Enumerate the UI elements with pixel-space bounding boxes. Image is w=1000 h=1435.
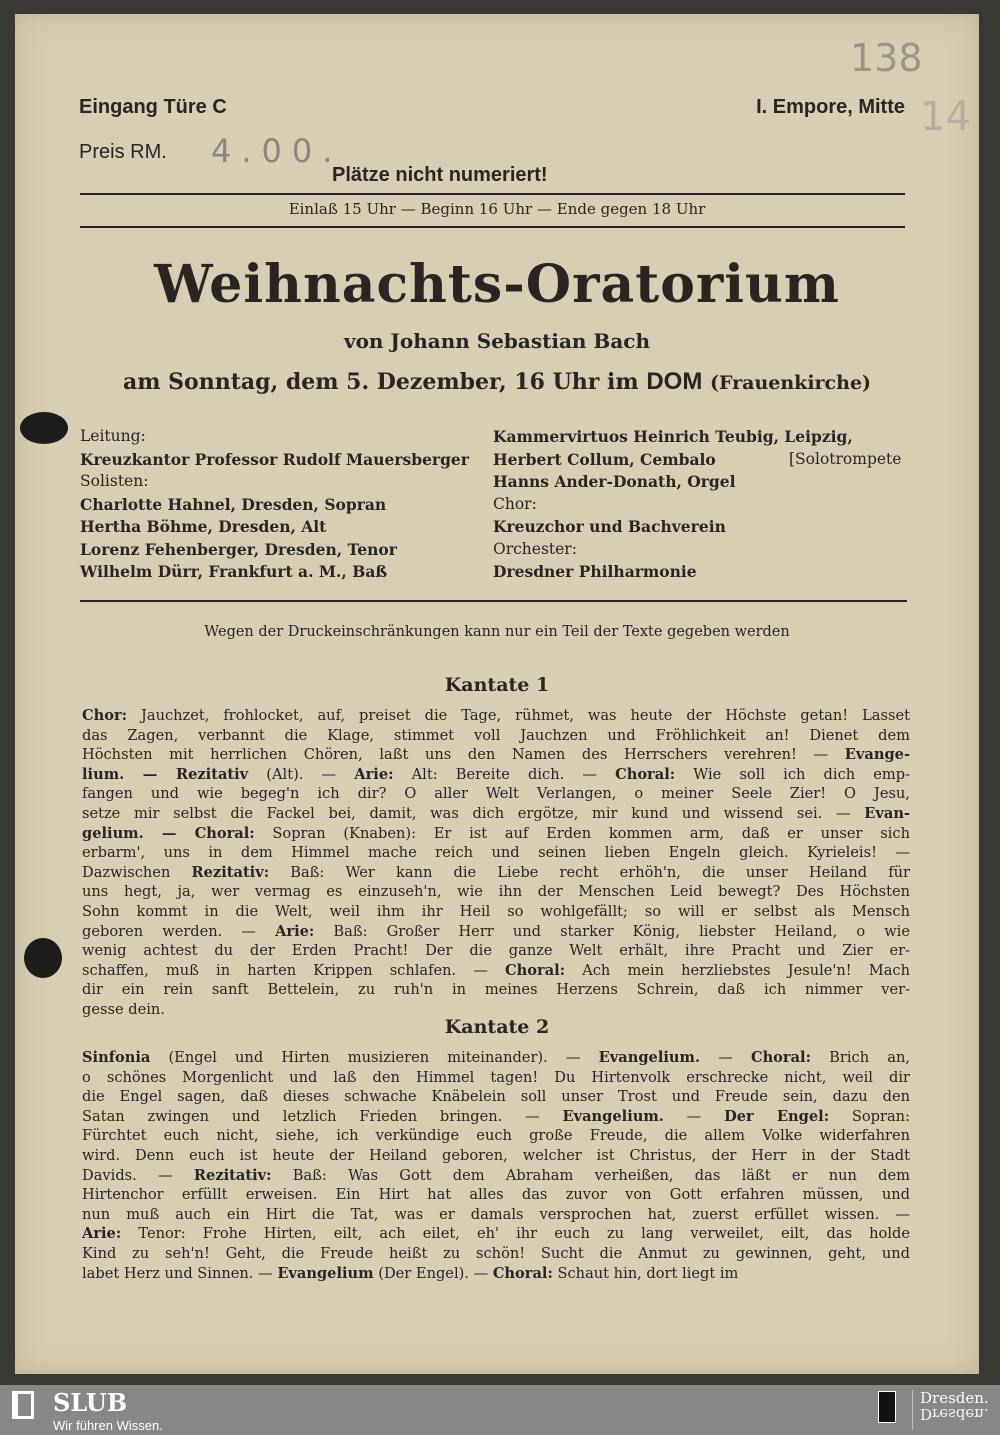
text-line (82, 824, 910, 844)
section-label: Evan- (864, 804, 910, 822)
text-line (82, 922, 910, 942)
section-label: Arie: (275, 922, 315, 940)
text-line (82, 863, 910, 883)
seating-notice: Plätze nicht numeriert! (332, 164, 548, 186)
text-line (82, 804, 910, 824)
lyric-text: Alt: Bereite dich. — (393, 765, 616, 783)
section-label: Choral: (505, 961, 566, 979)
date: am Sonntag, dem 5. Dezember, 16 Uhr im (122, 369, 639, 395)
section-label: Choral: (615, 765, 676, 783)
performer-line: Wilhelm Dürr, Frankfurt a. M., Baß (80, 562, 388, 581)
text-line (82, 745, 910, 765)
text-line (82, 1205, 910, 1225)
tagline: Wir führen Wissen. (53, 1418, 163, 1433)
brand[interactable]: SLUB (53, 1388, 128, 1417)
price-value: 4.00. (211, 132, 343, 170)
divider (80, 226, 905, 228)
performer-line: Chor: (493, 494, 537, 513)
performer-line: Dresdner Philharmonie (493, 562, 697, 581)
lyric-text: wenig achtest du der Erden Pracht! Der die ganze Welt erhält, ihre Pracht und Zier er- (82, 942, 910, 960)
lyric-text: (Der Engel). — (373, 1264, 493, 1282)
performer-line: Orchester: (493, 539, 577, 558)
text-line (82, 1264, 910, 1284)
performer-line: Hertha Böhme, Dresden, Alt (80, 517, 327, 536)
punch-hole (24, 938, 62, 978)
lyric-text: o schönes Morgenlicht und laß den Himmel tagen! Du Hirtenvolk erschrecke nicht, weil dir (82, 1068, 910, 1086)
kantate-1-heading: Kantate 1 (444, 674, 550, 696)
footer-bar (0, 1385, 1000, 1435)
text-line (82, 1126, 910, 1146)
section-label: Evangelium. (562, 1107, 664, 1125)
kantate-2-heading: Kantate 2 (444, 1016, 550, 1038)
section-label: Rezitativ: (193, 1166, 272, 1184)
lyric-text: wird. Denn euch ist heute der Heiland geboren, welcher ist Christus, der Herr in der Stadt (82, 1146, 910, 1164)
title: Weihnachts-Oratorium (154, 254, 840, 315)
lyric-text: Kind zu seh'n! Geht, die Freude heißt zu schön! Sucht die Anmut zu gewinnen, geht, und (82, 1244, 910, 1262)
entrance-label: Eingang Türe C (79, 96, 227, 118)
performer-line: Hanns Ander-Donath, Orgel (493, 472, 736, 491)
document-page (15, 14, 979, 1374)
lyric-text: (Engel und Hirten musizieren miteinander). — (150, 1049, 599, 1066)
performers-left (80, 427, 469, 585)
divider (80, 600, 907, 602)
dresden-logo-mirror: Dresden. (920, 1405, 989, 1423)
lyric-text: die Engel sagen, daß dieses schwache Knäbelein soll unser Trost und Freude sein, dazu den (82, 1088, 910, 1106)
text-line (82, 941, 910, 961)
section-label: gelium. — Choral: (82, 824, 255, 842)
seat-label: I. Empore, Mitte (756, 96, 905, 118)
section-label: Chor: (82, 707, 128, 724)
venue: DOM (646, 368, 703, 395)
lyric-text: Wie soll ich dich emp- (675, 765, 910, 783)
performer-line: Herbert Collum, Cembalo (493, 449, 716, 469)
text-line (82, 1146, 910, 1166)
lyric-text: das Zagen, verbannt die Klage, stimmet voll Jauchzen und Fröhlichkeit an! Dienet dem (82, 726, 910, 744)
section-label: Arie: (354, 765, 394, 783)
performer-line: Kreuzkantor Professor Rudolf Mauersberger (80, 449, 469, 469)
lyric-text: Sopran: (829, 1107, 910, 1125)
lyric-text: Schaut hin, dort liegt im (552, 1264, 739, 1282)
text-line (82, 1087, 910, 1107)
lyric-text: nun muß auch ein Hirt die Tat, was er damals versprochen hat, zuerst erfüllet wissen. — (82, 1205, 910, 1223)
lyric-text: Hirtenchor erfüllt erweisen. Ein Hirt hat alles das zuvor von Gott erfahren müssen, und (82, 1186, 910, 1204)
lyric-text: Sohn kommt in die Welt, weil ihm ihr Heil so wohlgefällt; so will er selbst als Mensch (82, 902, 910, 920)
dresden-coat-of-arms-icon (878, 1391, 896, 1423)
lyric-text: geboren werden. — (82, 922, 276, 940)
performer-line: Kammervirtuos Heinrich Teubig, Leipzig, (493, 427, 853, 446)
section-label: Evange- (844, 746, 910, 764)
print-restriction-note: Wegen der Druckeinschränkungen kann nur ein Teil der Texte gegeben werden (204, 624, 790, 640)
lyric-text: — (700, 1049, 751, 1066)
text-line (82, 961, 910, 981)
text-line (82, 980, 910, 1000)
lyric-text: gesse dein. (82, 1000, 165, 1018)
lyric-text: erbarm', uns in dem Himmel mache reich und seinen lieben Engeln gleich. Kyrieleis! — (82, 844, 910, 862)
lyric-text: setze mir selbst die Fackel bei, damit, was dich ergötze, mir kund und wissend sei. — (82, 804, 865, 822)
performer-line: Lorenz Fehenberger, Dresden, Tenor (80, 539, 397, 559)
text-line (82, 1068, 910, 1088)
section-label: Sinfonia (82, 1049, 151, 1066)
composer: von Johann Sebastian Bach (343, 329, 651, 353)
archive-number: 138 (850, 36, 923, 80)
dresden-logo: Dresden. (920, 1389, 989, 1407)
date-venue (15, 368, 979, 396)
times-line: Einlaß 15 Uhr — Beginn 16 Uhr — Ende gegen 18 Uhr (288, 200, 706, 218)
performer-line: Solisten: (80, 472, 149, 490)
lyric-text: Baß: Wer kann die Liebe recht erhöh'n, die unser Heiland für (269, 863, 910, 881)
text-line (82, 1224, 910, 1244)
section-label: Rezitativ: (191, 863, 270, 881)
venue-note: (Frauenkirche) (709, 372, 872, 394)
text-line (82, 1185, 910, 1205)
text-line (82, 1244, 910, 1264)
text-line (82, 1166, 910, 1186)
performer-note: [Solotrompete (789, 450, 902, 468)
lyric-text: Fürchtet euch nicht, siehe, ich verkündige euch große Freude, die allem Volke widerfahren (82, 1127, 910, 1145)
lyric-text: Höchsten mit herrlichen Chören, laßt uns den Namen des Herrschers verehren! — (82, 746, 845, 764)
slub-logo-icon (12, 1391, 34, 1419)
section-label: lium. — Rezitativ (82, 765, 249, 783)
section-label: Evangelium. (598, 1049, 701, 1066)
lyric-text: dir ein rein sanft Bettelein, zu ruh'n in meines Herzens Schrein, daß ich nimmer ver- (82, 981, 910, 999)
lyric-text: (Alt). — (248, 765, 355, 783)
punch-hole (20, 412, 68, 444)
lyric-text: fangen und wie begeg'n ich dir? O aller Welt Verlangen, o meiner Seele Zier! O Jesu, (82, 785, 910, 803)
lyric-text: Baß: Großer Herr und starker König, liebster Heiland, o wie (314, 922, 910, 940)
lyric-text: uns hegt, ja, wer vermag es einzuseh'n, wie ihn der Menschen Leid bewegt? Des Höchsten (82, 883, 910, 901)
lyric-text: labet Herz und Sinnen. — (82, 1264, 278, 1282)
text-line (82, 784, 910, 804)
lyric-text: schaffen, muß in harten Krippen schlafen. — (82, 961, 506, 979)
section-label: Choral: (492, 1264, 553, 1282)
performer-line: Kreuzchor und Bachverein (493, 517, 726, 536)
lyric-text: Baß: Was Gott dem Abraham verheißen, das läßt er nun dem (271, 1166, 910, 1184)
section-label: Choral: (750, 1049, 811, 1066)
lyric-text: Dazwischen (82, 863, 192, 881)
divider (912, 1390, 913, 1430)
section-label: Der Engel: (724, 1107, 830, 1125)
lyric-text: Jauchzet, frohlocket, auf, preiset die Tage, rühmet, was heute der Höchste getan! Lasset (127, 707, 910, 724)
text-line (82, 1048, 910, 1068)
lyric-text: Satan zwingen und letzlich Frieden bringen. — (82, 1107, 563, 1125)
archive-mark: 14 (920, 94, 971, 140)
lyric-text: — (663, 1107, 725, 1125)
performer-line: Leitung: (80, 427, 146, 445)
lyric-text: Davids. — (82, 1166, 194, 1184)
lyric-text: Ach mein herzliebstes Jesule'n! Mach (565, 961, 910, 979)
performer-line: Charlotte Hahnel, Dresden, Sopran (80, 494, 387, 514)
kantate-1-text (82, 706, 910, 1020)
kantate-2-text (82, 1048, 910, 1283)
text-line (82, 765, 910, 785)
text-line (82, 902, 910, 922)
text-line (82, 843, 910, 863)
section-label: Arie: (82, 1225, 122, 1243)
lyric-text: Brich an, (811, 1049, 910, 1066)
divider (80, 193, 905, 195)
text-line (82, 882, 910, 902)
text-line (82, 706, 910, 726)
lyric-text: Tenor: Frohe Hirten, eilt, ach eilet, eh' ihr euch zu lang verweilet, eilt, das holde (121, 1225, 910, 1243)
text-line (82, 1107, 910, 1127)
lyric-text: Sopran (Knaben): Er ist auf Erden kommen arm, daß er unser sich (254, 824, 910, 842)
section-label: Evangelium (277, 1264, 374, 1282)
price-label: Preis RM. (79, 141, 167, 163)
text-line (82, 726, 910, 746)
